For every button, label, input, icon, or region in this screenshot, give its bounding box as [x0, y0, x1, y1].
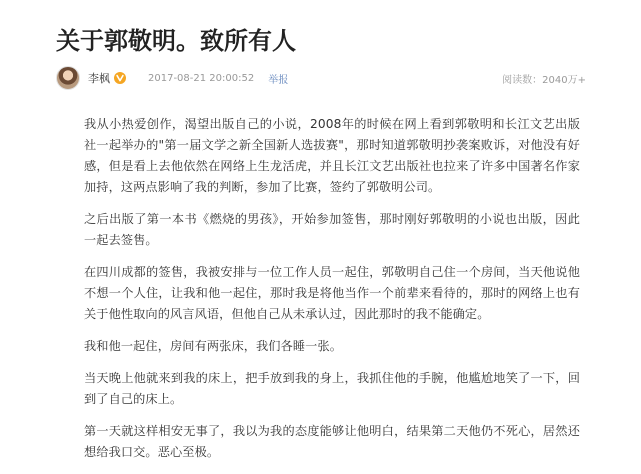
- article-title: 关于郭敬明。致所有人: [56, 27, 296, 55]
- article-paragraph: 我从小热爱创作，渴望出版自己的小说，2008年的时候在网上看到郭敬明和长江文艺出版社一起举办的"第一届文学之新全国新人选拔赛"，那时知道郭敬明抄袭案败诉，对他没有好感，但是看上去他依然在网络上生龙活虎，并且长江文艺出版社也拉来了许多中国著名作家加持，这两点影响了我的判断，参加了比赛，签约了郭敬明公司。: [84, 117, 580, 194]
- article-paragraph: 当天晚上他就来到我的床上，把手放到我的身上，我抓住他的手腕，他尴尬地笑了一下，回到了自己的床上。: [84, 371, 580, 406]
- verified-v-icon: [114, 72, 126, 84]
- article-paragraph: 我和他一起住，房间有两张床，我们各睡一张。: [84, 339, 343, 353]
- article-meta-bar: [56, 66, 586, 90]
- article-paragraph: 第一天就这样相安无事了，我以为我的态度能够让他明白，结果第二天他仍不死心，居然还想给我口交。恶心至极。: [84, 424, 580, 459]
- publish-timestamp: 2017-08-21 20:00:52: [148, 72, 255, 84]
- verified-v-icon-graphic: [114, 72, 126, 84]
- article-paragraph: 在四川成都的签售，我被安排与一位工作人员一起住，郭敬明自己住一个房间，当天他说他不想一个人住，让我和他一起住，那时我是将他当作一个前辈来看待的，那时的网络上也有关于他性取向的风言风语，但他自己从未承认过，因此那时的我不能确定。: [84, 265, 580, 321]
- view-count: 阅读数：2040万+: [502, 74, 586, 86]
- author-avatar[interactable]: [56, 66, 80, 90]
- article-paragraph: 之后出版了第一本书《燃烧的男孩》，开始参加签售，那时刚好郭敬明的小说也出版，因此一起去签售。: [84, 212, 580, 247]
- author-name[interactable]: 李枫: [88, 72, 110, 85]
- article-body: [84, 114, 580, 474]
- report-link[interactable]: 举报: [268, 74, 289, 86]
